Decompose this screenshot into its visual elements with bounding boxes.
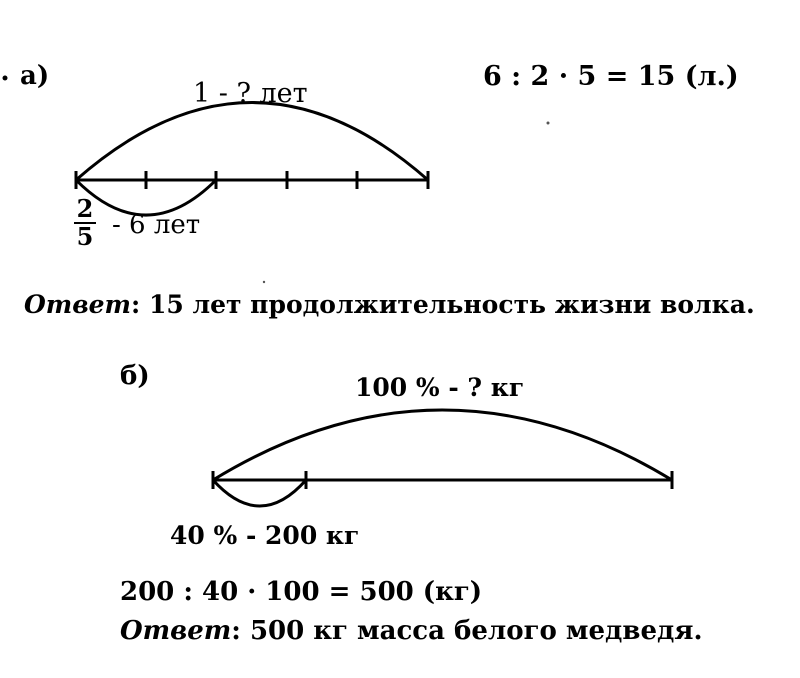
part-a-equation: 6 : 2 · 5 = 15 (л.) xyxy=(483,61,739,92)
speck xyxy=(547,122,550,125)
part-a-answer xyxy=(24,292,755,317)
speck xyxy=(263,281,265,283)
segment-b-part-arc xyxy=(213,480,306,506)
part-a-part-label: - 6 лет xyxy=(112,210,201,240)
answer-text: 500 кг масса белого медведя. xyxy=(240,616,703,646)
part-a-label: а) xyxy=(20,61,50,91)
fraction-numerator: 2 xyxy=(76,194,94,223)
part-a-fraction xyxy=(74,194,96,251)
answer-prefix: Ответ xyxy=(120,616,232,646)
segment-b xyxy=(213,410,672,506)
part-b-part-label: 40 % - 200 кг xyxy=(170,521,360,550)
segment-a xyxy=(76,103,428,216)
part-b-equation: 200 : 40 · 100 = 500 (кг) xyxy=(120,577,483,607)
answer-prefix: Ответ xyxy=(24,290,132,319)
answer-colon: : xyxy=(231,616,241,646)
part-a-whole-label: 1 - ? лет xyxy=(193,78,308,109)
speck xyxy=(3,76,8,81)
answer-colon: : xyxy=(131,290,141,319)
part-b-answer xyxy=(120,618,703,644)
segment-b-whole-arc xyxy=(213,410,672,480)
part-b-whole-label: 100 % - ? кг xyxy=(355,373,525,402)
answer-text: 15 лет продолжительность жизни волка. xyxy=(140,290,755,319)
segment-a-whole-arc xyxy=(76,103,428,181)
fraction-denominator: 5 xyxy=(76,222,94,251)
part-b-label: б) xyxy=(120,361,150,391)
